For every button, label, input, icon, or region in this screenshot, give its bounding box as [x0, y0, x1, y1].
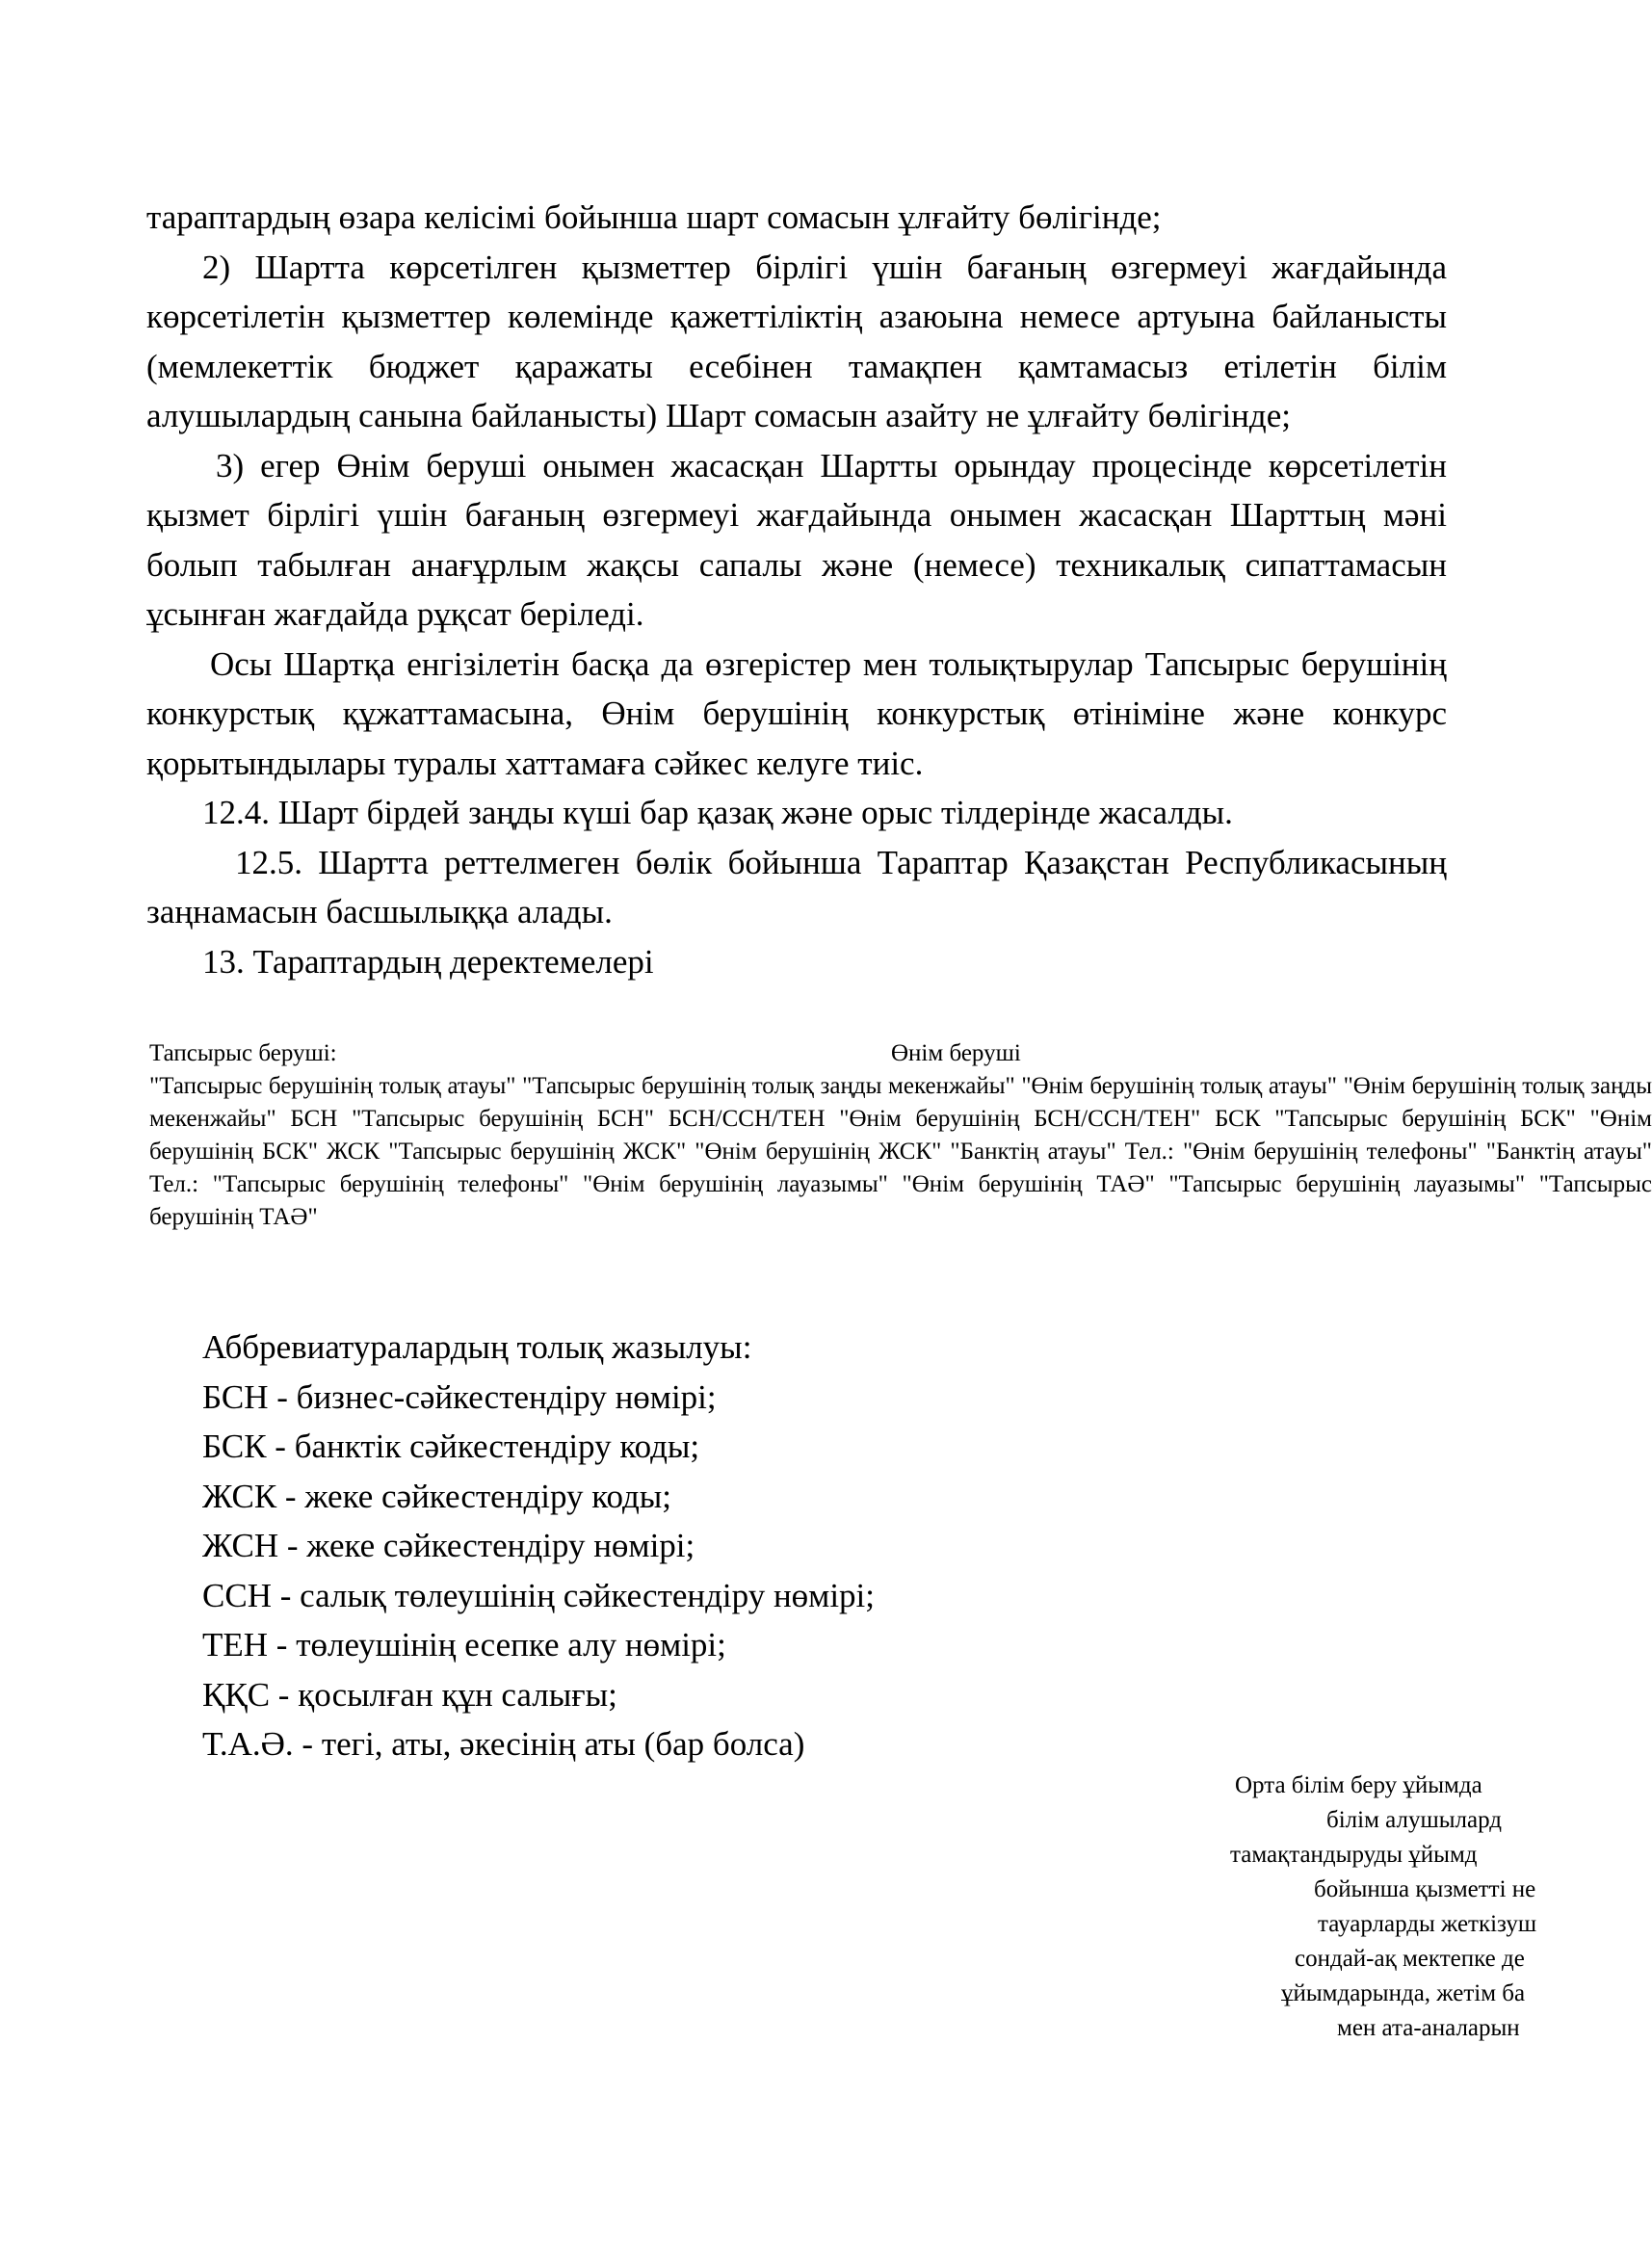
paragraph-6: 12.5. Шартта реттелмеген бөлік бойынша Тараптар Қазақстан Республикасының заңнамасын басшылыққа алады.	[146, 843, 1447, 930]
abbreviation-item: ССН - салық төлеушінің сәйкестендіру нөмірі;	[202, 1576, 876, 1614]
annex-line: бойынша қызметті не	[1314, 1876, 1536, 1902]
party-requisites	[149, 1037, 1652, 1326]
annex-header	[1189, 1768, 1593, 2041]
section-heading: 13. Тараптардың деректемелері	[202, 942, 654, 981]
annex-line: ұйымдарында, жетім ба	[1281, 1980, 1526, 2006]
customer-header: Тапсырыс беруші:	[149, 1040, 337, 1066]
abbreviation-item: БСК - банктік сәйкестендіру коды;	[202, 1428, 700, 1465]
paragraph-2: 2) Шартта көрсетілген қызметтер бірлігі үшін бағаның өзгермеуі жағдайында көрсетілетін қызметтер көлемінде қажеттіліктің азаюына немесе артуына байланысты (мемлекеттік бюджет қаражаты есебінен тамақпен қамтамасыз етілетін білім алушылардың санына байланысты) Шарт сомасын азайту не ұлғайту бөлігінде;	[146, 248, 1447, 434]
abbreviation-item: ЖСН - жеке сәйкестендіру нөмірі;	[202, 1527, 695, 1564]
requisites-body: "Тапсырыс берушінің толық атауы" "Тапсырыс берушінің толық заңды мекенжайы" "Өнім берушінің толық атауы" "Өнім берушінің толық заңды мекенжайы" БСН "Тапсырыс берушінің БСН" БСН/ССН/ТЕН "Өнім берушінің БСН/ССН/ТЕН" БСК "Тапсырыс берушінің БСК" "Өнім берушінің БСК" ЖСК "Тапсырыс берушінің ЖСК" "Өнім берушінің ЖСК" "Банктің атауы" Тел.: "Өнім берушінің телефоны" "Банктің атауы" Тел.: "Тапсырыс берушінің телефоны" "Өнім берушінің лауазымы" "Өнім берушінің ТАӘ" "Тапсырыс берушінің лауазымы" "Тапсырыс берушінің ТАӘ"	[149, 1073, 1652, 1230]
annex-line: тамақтандыруды ұйымд	[1230, 1842, 1478, 1868]
abbreviation-item: Т.А.Ә. - тегі, аты, әкесінің аты (бар болса)	[202, 1725, 805, 1763]
annex-line: тауарларды жеткізуш	[1318, 1911, 1537, 1937]
paragraph-3: 3) егер Өнім беруші онымен жасасқан Шартты орындау процесінде көрсетілетін қызмет бірлігі үшін бағаның өзгермеуі жағдайында онымен жасасқан Шарттың мәні болып табылған анағұрлым жақсы сапалы және (немесе) техникалық сипаттамасын ұсынған жағдайда рұқсат беріледі.	[146, 446, 1447, 633]
paragraph-4: Осы Шартқа енгізілетін басқа да өзгерістер мен толықтырулар Тапсырыс берушінің конкурстық құжаттамасына, Өнім берушінің конкурстық өтініміне және конкурс қорытындылары туралы хаттамаға сәйкес келуге тиіс.	[146, 644, 1447, 782]
contract-body-text	[146, 193, 1447, 986]
annex-line: мен ата-аналарын	[1337, 2015, 1520, 2041]
abbreviation-item: БСН - бизнес-сәйкестендіру нөмірі;	[202, 1377, 717, 1416]
paragraph-5: 12.4. Шарт бірдей заңды күші бар қазақ және орыс тілдерінде жасалды.	[202, 794, 1233, 831]
abbreviation-item: ЖСК - жеке сәйкестендіру коды;	[202, 1477, 672, 1515]
abbreviation-item: ҚҚС - қосылған құн салығы;	[202, 1675, 617, 1714]
abbreviation-item: ТЕН - төлеушінің есепке алу нөмірі;	[202, 1626, 726, 1664]
supplier-header: Өнім беруші	[891, 1040, 1021, 1066]
annex-line: сондай-ақ мектепке де	[1295, 1946, 1525, 1972]
annex-line: білім алушылард	[1326, 1807, 1502, 1833]
annex-line: Орта білім беру ұйымда	[1235, 1772, 1482, 1798]
abbreviations-list	[202, 1323, 875, 1769]
paragraph-1: тараптардың өзара келісімі бойынша шарт сомасын ұлғайту бөлігінде;	[146, 198, 1162, 236]
abbreviations-title: Аббревиатуралардың толық жазылуы:	[202, 1328, 752, 1366]
